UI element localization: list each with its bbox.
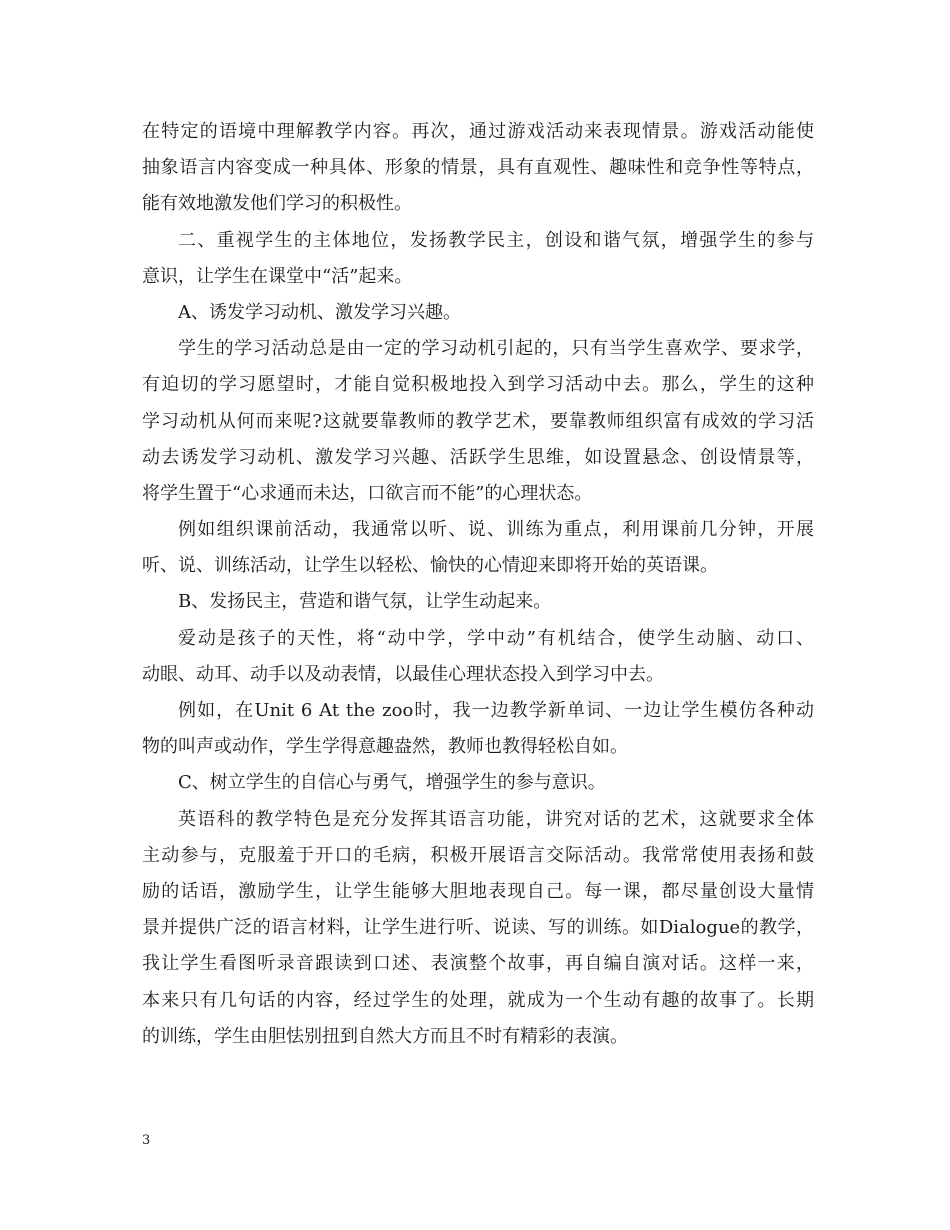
text-line: 本来只有几句话的内容，经过学生的处理，就成为一个生动有趣的故事了。长期 [142, 989, 814, 1011]
subheading-b: B、发扬民主，营造和谐气氛，让学生动起来。 [178, 591, 552, 613]
text-line: 我让学生看图听录音跟读到口述、表演整个故事，再自编自演对话。这样一来， [142, 953, 814, 975]
text-line: 将学生置于“心求通而未达，口欲言而不能”的心理状态。 [142, 482, 593, 504]
text-line: 英语科的教学特色是充分发挥其语言功能，讲究对话的艺术，这就要求全体 [178, 808, 814, 830]
page-number: 3 [142, 1133, 151, 1148]
text-line: 抽象语言内容变成一种具体、形象的情景，具有直观性、趣味性和竞争性等特点， [142, 157, 814, 179]
subheading-c: C、树立学生的自信心与勇气，增强学生的参与意识。 [178, 772, 606, 794]
text-line: 动去诱发学习动机、激发学习兴趣、活跃学生思维，如设置悬念、创设情景等， [142, 446, 814, 468]
text-line: 在特定的语境中理解教学内容。再次，通过游戏活动来表现情景。游戏活动能使 [142, 121, 814, 142]
text-line: 物的叫声或动作，学生学得意趣盎然，教师也教得轻松自如。 [142, 736, 628, 758]
subheading-a: A、诱发学习动机、激发学习兴趣。 [178, 301, 461, 323]
text-line: 例如，在Unit 6 At the zoo时，我一边教学新单词、一边让学生模仿各种动 [178, 700, 814, 721]
text-line: 听、说、训练活动，让学生以轻松、愉快的心情迎来即将开始的英语课。 [142, 555, 718, 577]
text-line: 学生的学习活动总是由一定的学习动机引起的，只有当学生喜欢学、要求学， [178, 338, 814, 360]
body-text [142, 114, 814, 1055]
text-line: 动眼、动耳、动手以及动表情，以最佳心理状态投入到学习中去。 [142, 663, 664, 685]
section-heading-line: 二、重视学生的主体地位，发扬教学民主，创设和谐气氛，增强学生的参与 [178, 229, 814, 251]
text-line: 爱动是孩子的天性，将“动中学，学中动”有机结合，使学生动脑、动口、 [178, 627, 814, 649]
text-line: 主动参与，克服羞于开口的毛病，积极开展语言交际活动。我常常使用表扬和鼓 [142, 844, 814, 866]
text-line: 的训练，学生由胆怯别扭到自然大方而且不时有精彩的表演。 [142, 1025, 628, 1047]
text-line: 能有效地激发他们学习的积极性。 [142, 193, 412, 215]
text-line: 学习动机从何而来呢?这就要靠教师的教学艺术，要靠教师组织富有成效的学习活 [142, 410, 814, 432]
text-line: 有迫切的学习愿望时，才能自觉积极地投入到学习活动中去。那么，学生的这种 [142, 374, 814, 396]
text-line: 景并提供广泛的语言材料，让学生进行听、说读、写的训练。如Dialogue的教学， [142, 917, 814, 939]
text-line: 励的话语，激励学生，让学生能够大胆地表现自己。每一课，都尽量创设大量情 [142, 880, 814, 902]
section-heading-line: 意识，让学生在课堂中“活”起来。 [142, 265, 413, 287]
text-line: 例如组织课前活动，我通常以听、说、训练为重点，利用课前几分钟，开展 [178, 519, 814, 541]
